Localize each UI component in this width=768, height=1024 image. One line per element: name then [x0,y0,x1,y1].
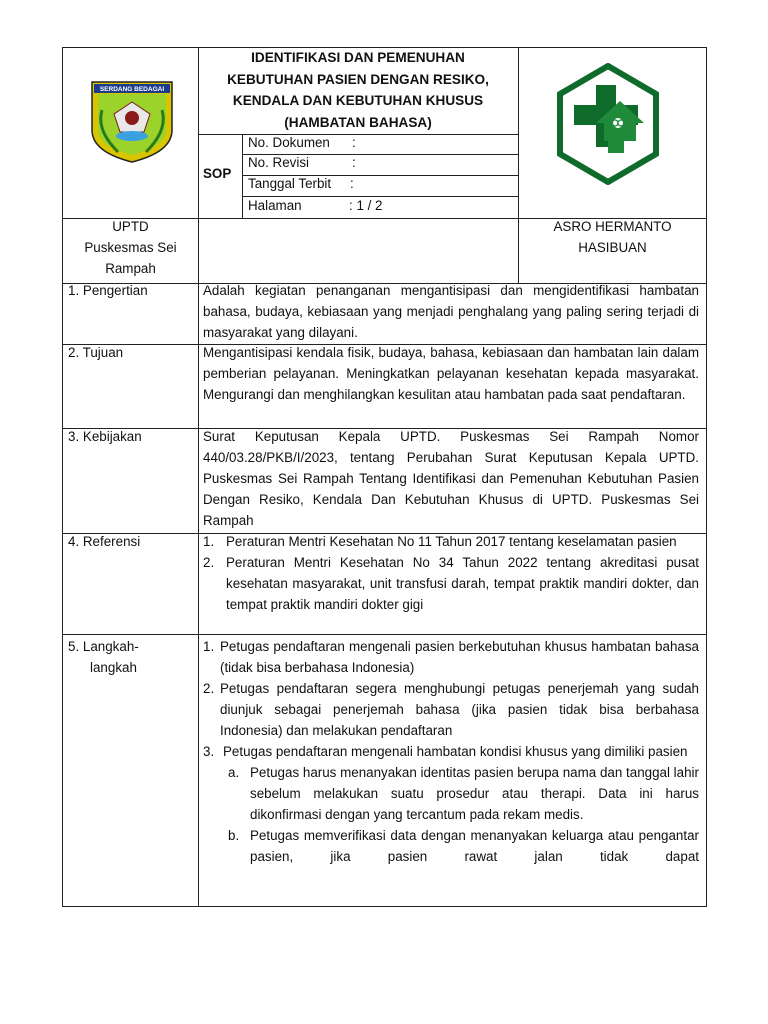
label-line: 5. Langkah- [68,639,139,654]
meta-label: Tanggal Terbit [248,176,332,191]
item-letter: a. [228,765,240,780]
item-number: 1. [203,534,215,549]
meta-value: : [352,135,356,150]
item-text: Petugas memverifikasi data dengan menanyakan keluarga atau pengantar pasien, jika pasien rawat jalan tidak dapat [250,828,699,864]
list-item [203,531,699,552]
list-item [203,552,699,615]
meta-value: : 1 / 2 [349,198,383,213]
org-line: Rampah [105,261,156,276]
item-text: Petugas pendaftaran mengenali hambatan kondisi khusus yang dimiliki pasien [223,744,688,759]
item-letter: b. [228,828,240,843]
title-line: KEBUTUHAN PASIEN DENGAN RESIKO, [227,71,489,87]
referensi-list [203,531,699,615]
item-number: 3. [203,744,215,759]
item-text: Petugas harus menanyakan identitas pasien berupa nama dan tanggal lahir sebelum melakukan suatu prosedur atau therapi. Data ini harus dikonfirmasi dengan yang tercantum pada rekam medis. [250,765,699,822]
signer-line: ASRO HERMANTO [553,219,672,234]
label-langkah [68,636,139,678]
regency-emblem-logo [88,80,176,164]
blank-cell [198,218,519,284]
label-tujuan: 2. Tujuan [68,345,124,360]
sub-item [203,762,699,825]
pengertian-text: Adalah kegiatan penanganan mengantisipasi dan mengidentifikasi hambatan bahasa, budaya, kebiasaan yang menjadi penghalang yang paling sering terjadi di masyarakat yang dilayani. [203,283,699,340]
org-line: UPTD [112,219,149,234]
signer-line: HASIBUAN [578,240,647,255]
document-title [198,47,518,133]
svg-text:SERDANG BEDAGAI: SERDANG BEDAGAI [99,86,165,93]
langkah-list [203,636,699,904]
item-text: Peraturan Mentri Kesehatan No 34 Tahun 2022 tentang akreditasi pusat kesehatan masyarakat, unit transfusi darah, tempat praktik mandiri dokter, dan tempat praktik mandiri dokter gigi [226,555,699,612]
item-text: Petugas pendaftaran segera menghubungi petugas penerjemah yang sudah diunjuk sebagai penerjemah bahasa (jika pasien tidak bisa berbahasa Indonesia) dan melakukan pendaftaran [220,681,699,738]
sop-label: SOP [203,166,232,181]
label-referensi: 4. Referensi [68,534,141,549]
list-item [203,741,699,762]
item-number: 2. [203,555,215,570]
tujuan-text: Mengantisipasi kendala fisik, budaya, bahasa, kebiasaan dan hambatan lain dalam pemberian pelayanan. Meningkatkan pelayanan kesehatan kepada masyarakat. Mengurangi dan menghilangkan kesulitan atau hambatan pada saat pendaftaran. [203,345,699,402]
title-line: KENDALA DAN KEBUTUHAN KHUSUS [232,93,484,108]
list-item [203,678,699,741]
label-kebijakan: 3. Kebijakan [68,429,142,444]
item-number: 2. [203,681,215,696]
item-number: 1. [203,639,215,654]
org-line: Puskesmas Sei [84,240,177,255]
meta-label: Halaman [248,198,302,213]
meta-value: : [350,176,354,191]
kebijakan-text: Surat Keputusan Kepala UPTD. Puskesmas Sei Rampah Nomor 440/03.28/PKB/I/2023, tentang Perubahan Surat Keputusan Kepala UPTD. Puskesmas Sei Rampah Tentang Identifikasi dan Pemenuhan Kebutuhan Pasien Dengan Resiko, Kendala Dan Kebutuhan Khusus di UPTD. Puskesmas Sei Rampah [203,429,699,528]
label-pengertian: 1. Pengertian [68,283,148,298]
list-item [203,636,699,678]
meta-value: : [352,155,356,170]
item-text: Peraturan Mentri Kesehatan No 11 Tahun 2017 tentang keselamatan pasien [226,534,677,549]
label-column [62,283,199,907]
sub-item [203,825,699,867]
signer-name [518,216,707,258]
meta-label: No. Revisi [248,155,310,170]
organization-name [62,216,199,279]
title-line: IDENTIFIKASI DAN PEMENUHAN [251,50,465,65]
item-text: Petugas pendaftaran mengenali pasien berkebutuhan khusus hambatan bahasa (tidak bisa berbahasa Indonesia) [220,639,699,675]
divider [62,634,199,635]
title-line: (HAMBATAN BAHASA) [284,114,432,130]
meta-label: No. Dokumen [248,135,330,150]
label-line: langkah [90,660,137,675]
puskesmas-logo [556,63,660,185]
